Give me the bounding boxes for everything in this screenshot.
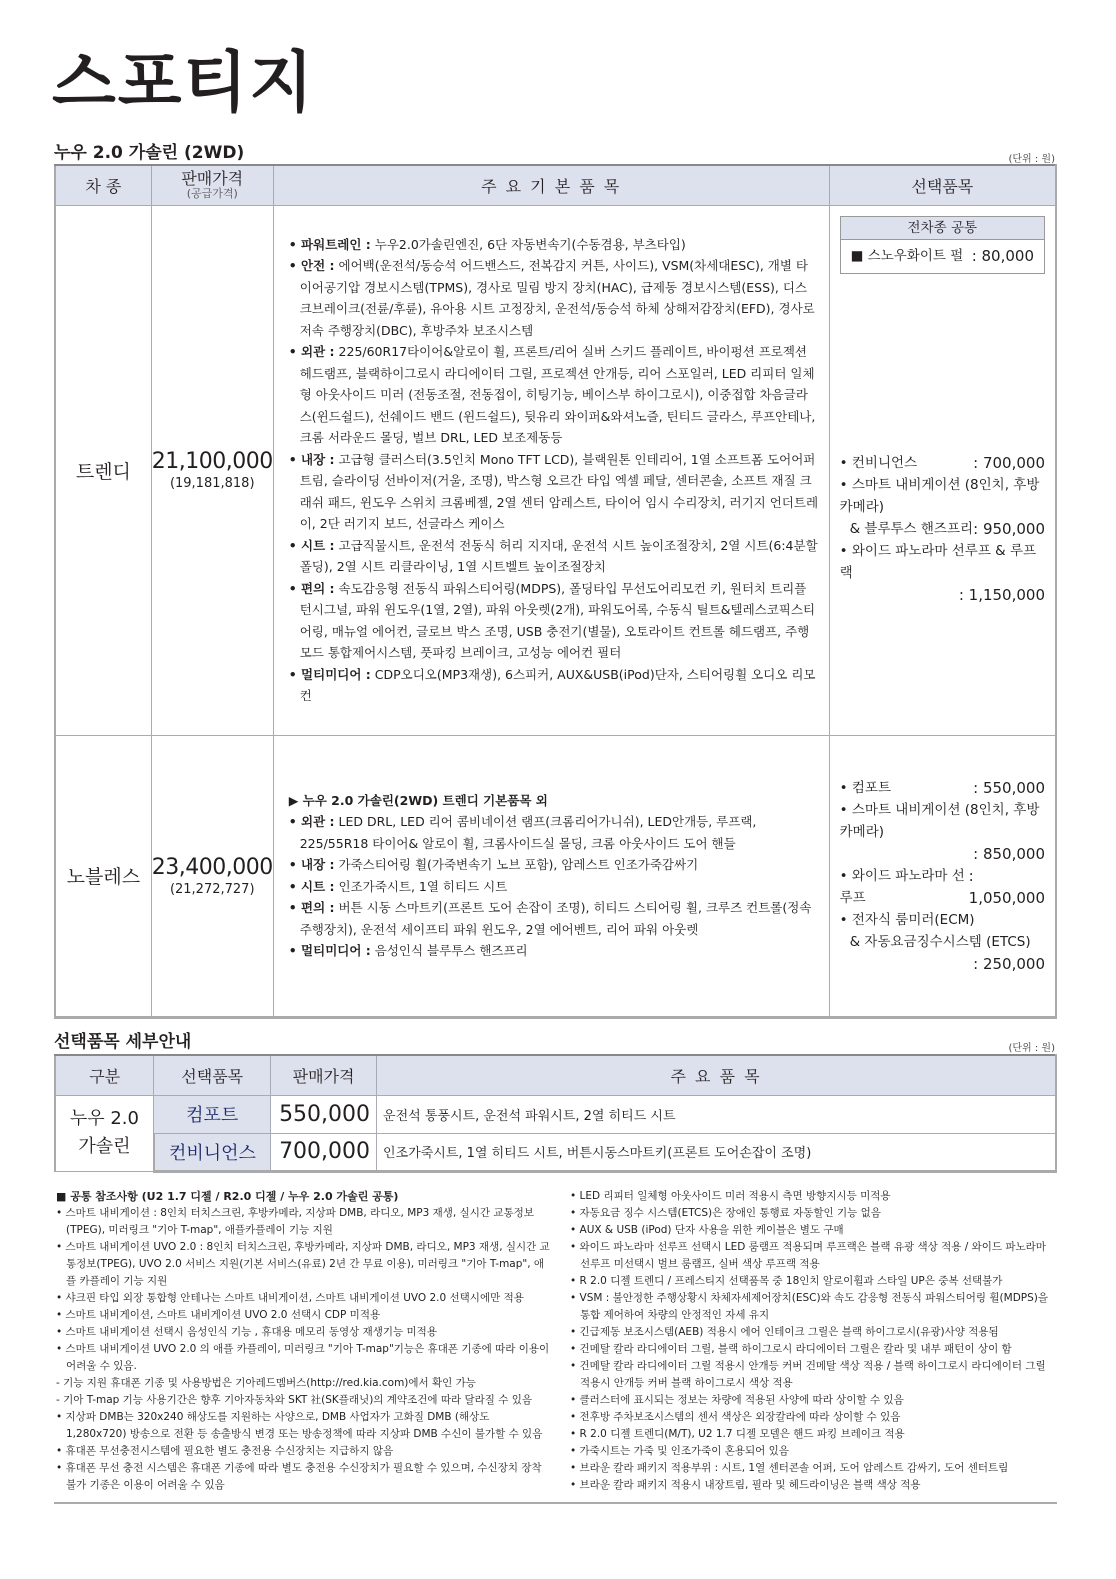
note-item: • VSM : 불안정한 주행상황시 차체자세제어장치(ESC)와 속도 감응형 전동식 파워스티어링 휠(MDPS)을 통합 제어하여 차량의 안정적인 자세 유지 [570,1292,1049,1321]
option-item: • 와이드 파노라마 선루프 : 1,050,000 [839,866,1045,907]
feature-item: • 편의 : 속도감응형 전동식 파워스티어링(MDPS), 폴딩타입 무선도어리모컨 키, 원터치 트리플 턴시그널, 파워 윈도우(1열, 2열), 파워 아웃렛(2개), 파워도어록, 수동식 틸트&텔레스코픽스티어링, 매뉴얼 에어컨, 글로브 박스 조명, USB 충전기(별물), 오토라이트 컨트롤 헤드램프, 주행모드 통합제어시스템, 풋파킹 브레이크, 고성능 에어컨 필터 [288,580,816,660]
trim-price: 23,400,000 (21,272,727) [151,735,273,1017]
feature-item: • 안전 : 에어백(운전석/동승석 어드밴스드, 전복감지 커튼, 사이드), VSM(차세대ESC), 개별 타이어공기압 경보시스템(TPMS), 경사로 밀림 방지 장치(HAC), 급제동 경보시스템(ESS), 디스크브레이크(전륜/후륜), 유아용 시트 고정장치, 운전석/동승석 하체 상해저감장치(EFD), 경사로 저속 주행장치(DBC), 후방주차 보조시스템 [288,258,815,338]
option-item: • 스마트 내비게이션 (8인치, 후방카메라) [839,801,1040,840]
note-item: • 스마트 내비게이션 선택시 음성인식 기능 , 휴대용 메모리 동영상 재생기능 미적용 [56,1326,437,1338]
trim-row-trendy [55,205,1056,735]
header-price: 판매가격 (공급가격) [151,165,273,205]
option-item: • 전자식 룸미러(ECM) [839,911,975,928]
note-item: • 긴급제동 보조시스템(AEB) 적용시 에어 인테이크 그릴은 블랙 하이그로시(유광)사양 적용됨 [570,1326,999,1338]
header-features: 주 요 기 본 품 목 [273,165,829,205]
option-item: & 자동요금징수시스템 (ETCS) [849,933,1031,950]
bottom-divider [54,1502,1057,1504]
group-cell: 누우 2.0 가솔린 [55,1095,154,1171]
note-item: • LED 리피터 일체형 아웃사이드 미러 적용시 측면 방향지시등 미적용 [570,1190,891,1202]
unit-label: (단위 : 원) [1008,154,1055,165]
feature-item: • 외관 : 225/60R17타이어&알로이 휠, 프론트/리어 실버 스키드 플레이트, 바이펑션 프로젝션 헤드램프, 블랙하이그로시 라디에이터 그릴, 프로젝션 안개등, 리어 스포일러, LED 리피터 일체형 아웃사이드 미러 (전동조절, 전동접이, 히팅기능, 베이스부 하이그로시), 이중접합 차음글라스(윈드쉴드), 선쉐이드 밴드 (윈드쉴드), 뒷유리 와이퍼&와셔노즐, 틴티드 글라스, 루프안테나, 크롬 서라운드 몰딩, 벌브 DRL, LED 보조제동등 [288,344,816,445]
option-item: : 250,000 [973,954,1045,973]
table-row [55,1095,1056,1133]
option-item: : 1,150,000 [958,585,1045,604]
note-item: • 자동요금 징수 시스템(ETCS)은 장애인 통행료 자동할인 기능 없음 [570,1207,881,1219]
option-item: • 스마트 내비게이션 (8인치, 후방카메라) [839,476,1040,515]
option-list [829,735,1056,1017]
note-item: • 브라운 칼라 패키지 적용시 내장트림, 필라 및 헤드라이닝은 블랙 색상 적용 [570,1479,921,1491]
table-row [55,1133,1056,1171]
note-item: • 지상파 DMB는 320x240 해상도를 지원하는 사양으로, DMB 사업자가 고화질 DMB (해상도 1,280x720) 방송으로 전환 등 송출방식 변경 또는 방송정책에 따라 지상파 DMB 수신이 불가할 수 있음 [56,1411,543,1440]
note-item: • 건메탈 칼라 라디에이터 그릴, 블랙 하이그로시 라디에이터 그릴은 칼라 및 내부 패턴이 상이 함 [570,1343,1012,1355]
trim-name: 노블레스 [55,735,151,1017]
header-items: 주 요 품 목 [377,1055,1056,1095]
option-item: • 컨비니언스 : 700,000 [839,453,1045,472]
header-price: 판매가격 [271,1055,377,1095]
feature-item: • 멀티미디어 : CDP오디오(MP3재생), 6스피커, AUX&USB(iPod)단자, 스티어링휠 오디오 리모컨 [288,666,816,703]
feature-item: • 내장 : 고급형 클러스터(3.5인치 Mono TFT LCD), 블랙원톤 인테리어, 1열 소프트폼 도어어퍼트림, 슬라이딩 선바이저(거울, 조명), 박스형 오르간 타입 엑셀 페달, 센터콘솔, 소프트 재질 크래쉬 패드, 윈도우 스위치 크롬베젤, 2열 센터 암레스트, 타이어 임시 수리장치, 러기지 언더트레이, 2단 러기지 보드, 선글라스 케이스 [288,451,819,531]
option-name: 컨비니언스 [154,1133,271,1171]
note-item: • 스마트 내비게이션 : 8인치 터치스크린, 후방카메라, 지상파 DMB, 라디오, MP3 재생, 실시간 교통정보(TPEG), 미러링크 "기아 T-map", 애플카플레이 기능 지원 [56,1207,534,1236]
notes-right [570,1188,1057,1494]
feature-item: • 파워트레인 : 누우2.0가솔린엔진, 6단 자동변속기(수동겸용, 부츠타입) [288,236,686,252]
header-option: 선택품목 [154,1055,271,1095]
notes-heading: ■ 공통 참조사항 (U2 1.7 디젤 / R2.0 디젤 / 누우 2.0 가솔린 공통) [56,1190,399,1203]
option-item: : 850,000 [973,844,1045,863]
note-item: • 클러스터에 표시되는 정보는 차량에 적용된 사양에 따라 상이할 수 있음 [570,1394,904,1406]
note-item: • AUX & USB (iPod) 단자 사용을 위한 케이블은 별도 구매 [570,1224,844,1236]
feature-item: • 시트 : 인조가죽시트, 1열 히티드 시트 [288,878,508,894]
trim-row-noblesse [55,735,1056,1017]
feature-item: • 멀티미디어 : 음성인식 블루투스 핸즈프리 [288,943,528,958]
option-item: & 블루투스 핸즈프리 : 950,000 [849,519,1045,538]
notes-left [56,1188,551,1494]
note-item: • R 2.0 디젤 트렌디(M/T), U2 1.7 디젤 모델은 핸드 파킹 브레이크 적용 [570,1428,905,1440]
header-options: 선택품목 [829,165,1056,205]
note-item: • 와이드 파노라마 선루프 선택시 LED 룸램프 적용되며 루프랙은 블랙 유광 색상 적용 / 와이드 파노라마 선루프 미선택시 벌브 룸램프, 실버 색상 루프랙 적용 [570,1241,1046,1270]
option-list [829,205,1056,735]
feature-item: • 외관 : LED DRL, LED 리어 콤비네이션 램프(크롬리어가니쉬), LED안개등, 루프랙, 225/55R18 타이어& 알로이 휠, 크롬사이드실 몰딩, 크롬 아웃사이드 도어 핸들 [288,814,757,851]
page-title: 스포티지 [52,44,316,121]
option-desc: 운전석 통풍시트, 운전석 파워시트, 2열 히티드 시트 [377,1095,1056,1133]
feature-item: • 시트 : 고급직물시트, 운전석 전동식 허리 지지대, 운전석 시트 높이조절장치, 2열 시트(6:4분할 폴딩), 2열 시트 리클라이닝, 1열 시트벨트 높이조절장치 [288,537,818,574]
common-option-box: 전차종 공통 ■ 스노우화이트 펄 : 80,000 [840,216,1045,274]
note-item: • 스마트 내비게이션, 스마트 내비게이션 UVO 2.0 선택시 CDP 미적용 [56,1309,381,1321]
price-table [54,164,1057,1019]
unit-label: (단위 : 원) [1008,1043,1055,1054]
note-item: • 스마트 내비게이션 UVO 2.0 의 애플 카플레이, 미러링크 "기아 T-map"기능은 휴대폰 기종에 따라 이용이 어려울 수 있음. [56,1343,550,1372]
note-item: • 가죽시트는 가죽 및 인조가죽이 혼용되어 있음 [570,1445,789,1457]
note-item: • 샤크핀 타입 외장 통합형 안테나는 스마트 내비게이션, 스마트 내비게이션 UVO 2.0 선택시에만 적용 [56,1292,524,1304]
note-item: - 기능 지원 휴대폰 기종 및 사용방법은 기아레드멤버스(http://red.kia.com)에서 확인 가능 [56,1377,476,1389]
header-group: 구분 [55,1055,154,1095]
section-heading-price: 누우 2.0 가솔린 (2WD) [54,143,245,163]
option-desc: 인조가죽시트, 1열 히티드 시트, 버튼시동스마트키(프론트 도어손잡이 조명) [377,1133,1056,1171]
note-item: • 건메탈 칼라 라디에이터 그릴 적용시 안개등 커버 건메탈 색상 적용 / 블랙 하이그로시 라디에이터 그릴 적용시 안개등 커버 블랙 하이그로시 색상 적용 [570,1360,1046,1389]
option-name: 컴포트 [154,1095,271,1133]
note-item: • 휴대폰 무선충전시스템에 필요한 별도 충전용 수신장치는 지급하지 않음 [56,1445,394,1457]
note-item: • R 2.0 디젤 트렌디 / 프레스티지 선택품목 중 18인치 알로이휠과 스타일 UP은 중복 선택불가 [570,1275,1003,1287]
note-item: • 전후방 주차보조시스템의 센서 색상은 외장칼라에 따라 상이할 수 있음 [570,1411,901,1423]
feature-list [273,205,829,735]
note-item: • 휴대폰 무선 충전 시스템은 휴대폰 기종에 따라 별도 충전용 수신장치가 필요할 수 있으며, 수신장치 장착불가 기종은 이용이 어려울 수 있음 [56,1462,542,1491]
note-item: • 브라운 칼라 패키지 적용부위 : 시트, 1열 센터콘솔 어퍼, 도어 암레스트 감싸기, 도어 센터트림 [570,1462,1009,1474]
note-item: • 스마트 내비게이션 UVO 2.0 : 8인치 터치스크린, 후방카메라, 지상파 DMB, 라디오, MP3 재생, 실시간 교통정보(TPEG), UVO 2.0 서비스 지원(기본 서비스(유료) 2년 간 무료 이용), 미러링크 "기아 T-map", 애플 카플레이 기능 지원 [56,1241,550,1287]
feature-item: • 내장 : 가죽스티어링 휠(가죽변속기 노브 포함), 암레스트 인조가죽감싸기 [288,857,699,872]
feature-item: • 편의 : 버튼 시동 스마트키(프론트 도어 손잡이 조명), 히티드 스티어링 휠, 크루즈 컨트롤(정속주행장치), 운전석 세이프티 파워 윈도우, 2열 에어벤트, 리어 파워 아웃렛 [288,900,812,937]
note-item: - 기아 T-map 기능 사용기간은 향후 기아자동차와 SKT 社(SK플래닛)의 계약조건에 따라 달라질 수 있음 [56,1394,532,1406]
feature-intro: ▶ 누우 2.0 가솔린(2WD) 트렌디 기본품목 외 [288,792,548,808]
trim-price: 21,100,000 (19,181,818) [151,205,273,735]
trim-name: 트렌디 [55,205,151,735]
option-price: 700,000 [271,1133,377,1171]
header-trim: 차 종 [55,165,151,205]
option-detail-table [54,1054,1057,1173]
option-item: • 컴포트 : 550,000 [839,778,1045,797]
option-item: • 와이드 파노라마 선루프 & 루프랙 [839,542,1037,581]
feature-list [273,735,829,1017]
section-heading-options: 선택품목 세부안내 [54,1032,192,1052]
option-price: 550,000 [271,1095,377,1133]
